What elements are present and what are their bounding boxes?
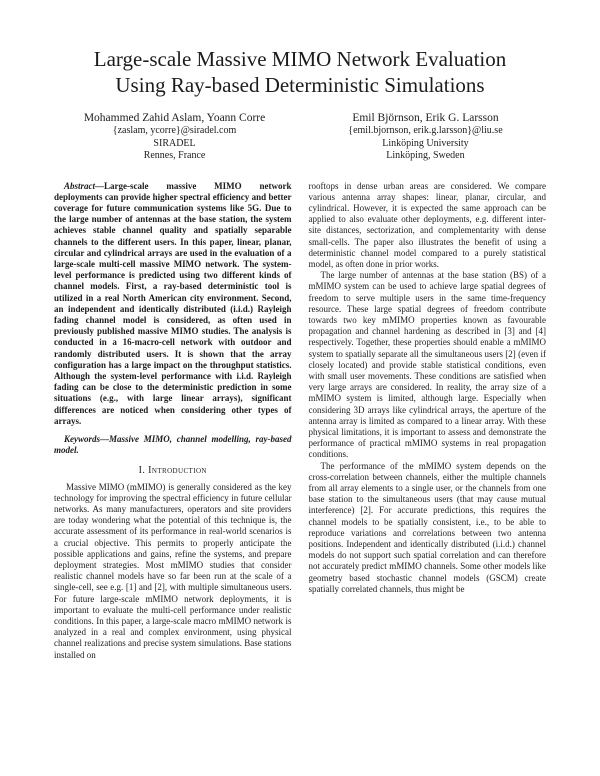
author-affiliation-right: Linköping University	[382, 137, 469, 149]
intro-paragraph-1-continued: rooftops in dense urban areas are considered. We compare various antenna array shapes: linear, planar, circular, and cylindrical. However, it is expected the same approach can be applied to also evaluate other deployments, e.g. different inter-site distances, sectorization, and complementarity with dense small-cells. The paper also illustrates the benefit of using a deterministic channel model compared to a purely statistical model, as often done in prior works.	[308, 180, 546, 269]
author-block-left	[54, 111, 295, 163]
author-names-right: Emil Björnson, Erik G. Larsson	[352, 112, 499, 124]
author-names-left: Mohammed Zahid Aslam, Yoann Corre	[83, 112, 266, 124]
two-column-body	[54, 181, 546, 747]
keywords-text: Massive MIMO, channel modelling, ray-based model.	[54, 433, 292, 456]
abstract-text: Large-scale massive MIMO network deployments can provide higher spectral efficiency and better coverage for future communication systems like 5G. Due to the large number of antennas at the base station, the system achieves stable channel quality and spatially separable channels to the different users. In this paper, linear, planar, circular and cylindrical arrays are used in the evaluation of a large-scale multi-cell massive MIMO network. The system-level performance is predicted using two different kinds of channel models. First, a ray-based deterministic tool is utilized in a real North American city environment. Second, an independent and identically distributed (i.i.d.) Rayleigh fading channel model is considered, as often used in previously published massive MIMO studies. The analysis is conducted in a 16-macro-cell network with outdoor and randomly distributed users. It is shown that the array configuration has a large impact on the throughput statistics. Although the system-level performance with i.i.d. Rayleigh fading can be close to the deterministic prediction in some situations (e.g., with large linear arrays), significant differences are noticed when considering other types of arrays.	[54, 180, 292, 426]
author-location-right: Linköping, Sweden	[386, 150, 465, 161]
author-block-right	[305, 111, 546, 163]
section-heading-introduction: I. Introduction	[138, 465, 207, 477]
intro-paragraph-1: Massive MIMO (mMIMO) is generally considered as the key technology for improving the spectral efficiency in future cellular networks. As many manufacturers, operators and site providers are today wondering what the potential of this technique is, the accurate assessment of its performance in real-world scenarios is a crucial objective. This permits to properly anticipate the possible applications and gains, refine the systems, and prepare deployment strategies. Most mMIMO studies that consider realistic channel models have so far been run at the scale of a single-cell, see e.g. [1] and [2], with multiple simultaneous users. For future large-scale mMIMO network deployments, it is important to evaluate the multi-cell performance under realistic conditions. In this paper, a large-scale macro mMIMO network is analyzed in a real and complex environment, using physical channel realizations and precise system simulations. Base stations installed on	[54, 481, 292, 660]
intro-paragraph-2: The large number of antennas at the base station (BS) of a mMIMO system can be used to achieve large spatial degrees of freedom to serve multiple users in the same time-frequency resource. These large spatial degrees of freedom contribute towards two key mMIMO properties known as favourable propagation and channel hardening as described in [3] and [4] respectively. Together, these properties should enable a mMIMO system to spatially separate all the simultaneous users [2] (even if closely located) and provide stable statistical conditions, even with small user movements. These conditions are satisfied when very large arrays are considered. In reality, the array size of a mMIMO system is limited, although large. Especially when considering 3D arrays like cylindrical arrays, the aperture of the antenna array is limited as compared to a linear array. With these physical limitations, it is important to assess and demonstrate the performance of practical mMIMO systems in real propagation conditions.	[308, 270, 546, 460]
author-location-left: Rennes, France	[143, 150, 206, 161]
column-right	[309, 181, 547, 747]
column-left	[54, 181, 292, 747]
intro-paragraph-3: The performance of the mMIMO system depends on the cross-correlation between channels, either the multiple channels from all array elements to a single user, or the channels from one base station to the simultaneous users (that may cause mutual interference) [2]. For accurate predictions, this requires the channel models to be spatially consistent, i.e., to be able to reproduce variations and correlations between two antenna positions. Independent and identically distributed (i.i.d.) channel models do not support such spatial correlation and can therefore not accurately predict mMIMO channels. Some other models like geometry based stochastic channel models (GSCM) create spatially correlated channels, thus might be	[308, 460, 546, 594]
author-section	[54, 111, 546, 163]
author-affiliation-left: SIRADEL	[153, 137, 196, 149]
author-email-left: {zaslam, ycorre}@siradel.com	[112, 125, 237, 136]
author-email-right: {emil.bjornson, erik.g.larsson}@liu.se	[348, 125, 503, 136]
keywords-label: Keywords—	[64, 433, 109, 444]
abstract-label: Abstract—	[64, 180, 105, 191]
abstract-paragraph	[54, 181, 292, 427]
paper-title: Large-scale Massive MIMO Network Evaluation Using Ray-based Deterministic Simulations	[93, 47, 507, 97]
keywords-paragraph	[54, 434, 292, 456]
